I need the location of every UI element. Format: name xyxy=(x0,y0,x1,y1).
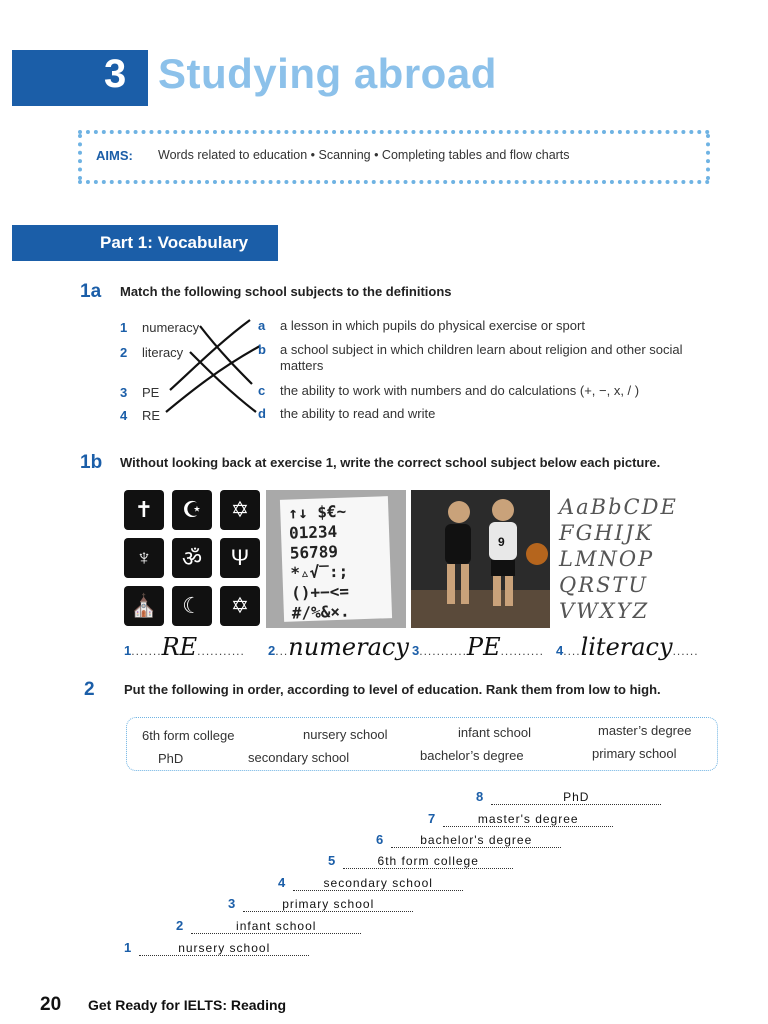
definition-text: a school subject in which children learn about religion and other social matters xyxy=(280,342,683,373)
part-title: Part 1: Vocabulary xyxy=(100,233,249,252)
note-line: 56789 xyxy=(289,541,339,563)
chapter-bar xyxy=(12,50,148,106)
note-line: ()+−<= xyxy=(290,581,350,603)
subject-number: 3 xyxy=(120,385,128,400)
word-option: bachelor’s degree xyxy=(420,748,524,763)
definition-letter: a xyxy=(258,318,266,333)
handwritten-answer: PE xyxy=(466,633,501,661)
word-option: master’s degree xyxy=(598,723,692,738)
note-line: ↑↓ $€~ xyxy=(288,501,347,523)
definition-letter: d xyxy=(258,406,266,421)
definition-letter: b xyxy=(258,342,266,357)
word-option: infant school xyxy=(458,725,531,740)
subject-label: RE xyxy=(142,408,161,423)
cursive-line: AaBbCDE xyxy=(559,495,678,519)
cursive-line: LMNOP xyxy=(559,547,655,571)
word-option: primary school xyxy=(592,746,677,761)
exercise-1b-number: 1b xyxy=(80,452,103,473)
rank-answer: nursery school xyxy=(178,941,271,955)
rank-line: 1 nursery school xyxy=(124,940,309,956)
numbers-note xyxy=(280,496,392,622)
chapter-title: Studying abroad xyxy=(158,50,497,97)
religion-symbols-picture xyxy=(124,490,262,628)
definition-text: the ability to read and write xyxy=(280,406,436,421)
rank-answer: PhD xyxy=(563,790,590,804)
book-title: Get Ready for IELTS: Reading xyxy=(88,997,287,1013)
rank-answer: 6th form college xyxy=(377,854,479,868)
note-line: 01234 xyxy=(288,521,338,543)
subject-number: 4 xyxy=(120,408,128,423)
exercise-1a-instruction: Match the following school subjects to the definitions xyxy=(120,284,452,299)
rank-line: 7 master's degree xyxy=(428,811,613,827)
rank-line: 8 PhD xyxy=(476,789,661,805)
page-number: 20 xyxy=(40,994,62,1015)
rank-line: 5 6th form college xyxy=(328,853,513,869)
jersey-number: 9 xyxy=(498,535,505,549)
rank-line: 2 infant school xyxy=(176,918,361,934)
handwritten-answer: literacy xyxy=(580,633,673,661)
om-icon: ॐ xyxy=(172,538,212,578)
note-line: *▵√‾:; xyxy=(290,561,349,583)
torah-icon: ✡ xyxy=(220,490,260,530)
definition-text: the ability to work with numbers and do calculations (+, −, x, / ) xyxy=(280,383,640,398)
definition-text: a lesson in which pupils do physical exercise or sport xyxy=(280,318,585,333)
chapter-number: 3 xyxy=(104,52,127,96)
subject-label: numeracy xyxy=(142,320,200,335)
cursive-line: FGHIJK xyxy=(559,521,654,545)
handwritten-answer: numeracy xyxy=(288,633,409,661)
word-option: PhD xyxy=(158,751,184,766)
exercise-1a-number: 1a xyxy=(80,281,102,302)
rank-line: 3 primary school xyxy=(228,896,413,912)
handwritten-answer: RE xyxy=(161,633,198,661)
note-line: #/%&×. xyxy=(291,601,350,623)
rank-answer: primary school xyxy=(282,897,375,911)
subject-number: 2 xyxy=(120,345,128,360)
basketball-players-illustration xyxy=(411,490,550,628)
picture-answer-3: 3 ........... PE .......... xyxy=(412,633,544,661)
aims-text: Words related to education • Scanning • Completing tables and flow charts xyxy=(158,148,570,162)
numbers-note-picture xyxy=(266,490,406,628)
exercise-1b-instruction: Without looking back at exercise 1, write the correct school subject below each picture. xyxy=(120,455,661,470)
rank-answer: bachelor's degree xyxy=(420,833,533,847)
rank-answer: master's degree xyxy=(477,812,579,826)
exercise-2-number: 2 xyxy=(84,679,95,700)
rank-line: 6 bachelor's degree xyxy=(376,832,561,848)
matching-lines xyxy=(160,312,270,422)
picture-answer-4: 4 .... literacy ...... xyxy=(556,633,699,661)
synagogue-icon: ✡ xyxy=(220,586,260,626)
bible-icon: ✝ xyxy=(124,490,164,530)
subject-label: literacy xyxy=(142,345,184,360)
menorah-icon: Ψ xyxy=(220,538,260,578)
koran-icon: ☪ xyxy=(172,490,212,530)
picture-answer-1: 1 ....... RE ........... xyxy=(124,633,245,661)
definition-letter: c xyxy=(258,383,266,398)
rank-answer: infant school xyxy=(236,919,317,933)
rank-answer: secondary school xyxy=(323,876,433,890)
word-option: nursery school xyxy=(303,727,388,742)
church-icon: ⛪ xyxy=(124,586,164,626)
subject-number: 1 xyxy=(120,320,128,335)
cursive-alphabet-picture xyxy=(553,490,705,636)
word-option: secondary school xyxy=(248,750,350,765)
cursive-line: VWXYZ xyxy=(559,599,650,623)
rank-line: 4 secondary school xyxy=(278,875,463,891)
mosque-icon: ☾ xyxy=(172,586,212,626)
picture-answer-2: 2 ... numeracy xyxy=(268,633,409,661)
basketball-photo xyxy=(411,490,550,628)
word-option: 6th form college xyxy=(142,728,235,743)
cursive-line: QRSTU xyxy=(559,573,649,597)
chalice-icon: ♆ xyxy=(124,538,164,578)
aims-label: AIMS: xyxy=(96,148,133,163)
exercise-2-instruction: Put the following in order, according to level of education. Rank them from low to high. xyxy=(124,682,661,697)
subject-label: PE xyxy=(142,385,160,400)
